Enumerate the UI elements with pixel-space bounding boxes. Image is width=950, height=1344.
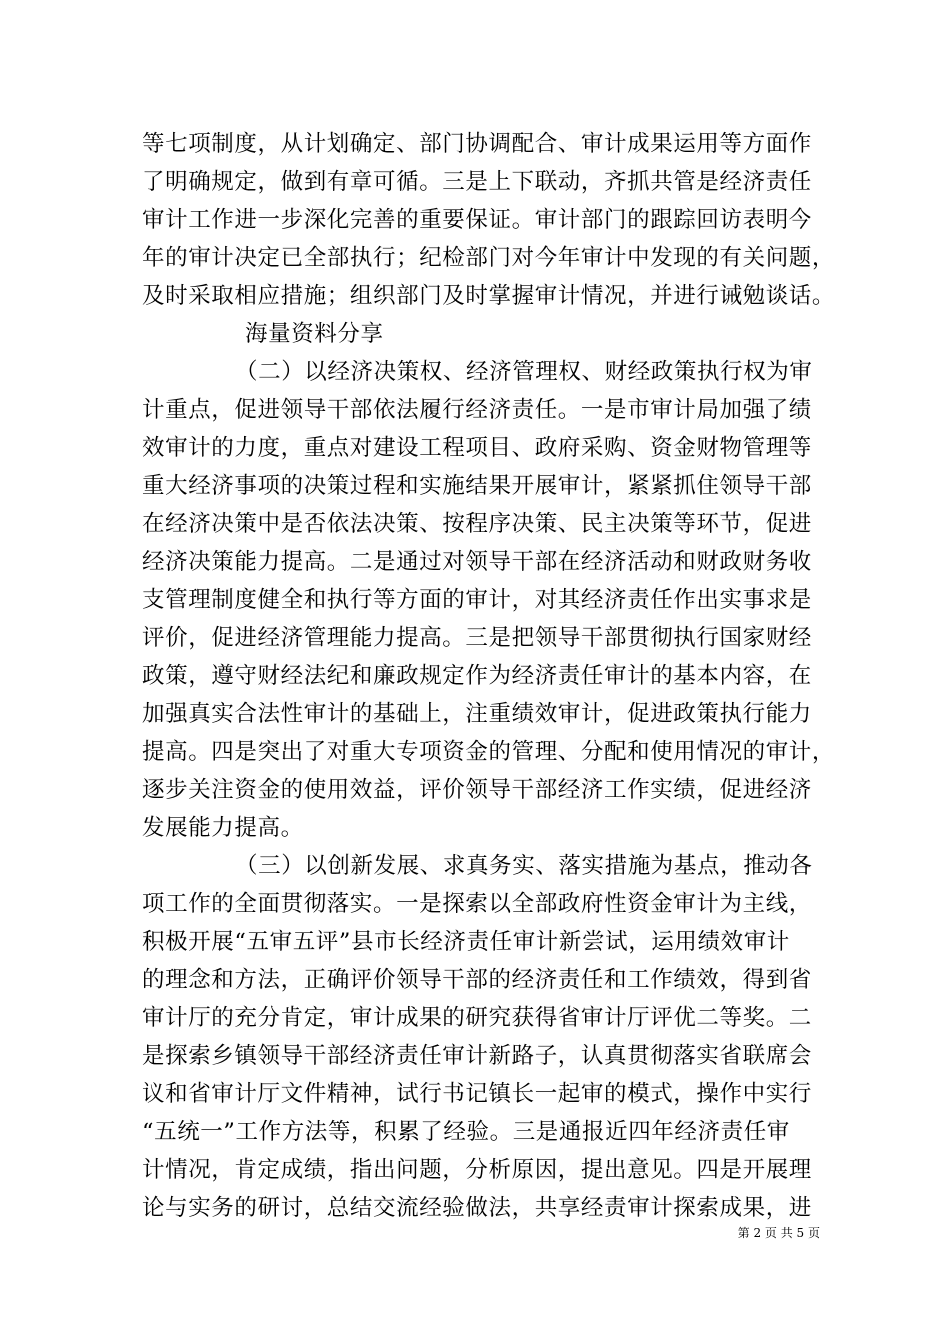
text-line: 审计工作进一步深化完善的重要保证。审计部门的跟踪回访表明今 bbox=[142, 207, 812, 233]
text-line: 重大经济事项的决策过程和实施结果开展审计，紧紧抓住领导干部 bbox=[142, 473, 812, 499]
text-line: 支管理制度健全和执行等方面的审计，对其经济责任作出实事求是 bbox=[142, 587, 812, 613]
text-line: 计情况，肯定成绩，指出问题，分析原因，提出意见。四是开展理 bbox=[142, 1157, 812, 1183]
text-line: 经济决策能力提高。二是通过对领导干部在经济活动和财政财务收 bbox=[142, 549, 812, 575]
text-line: 议和省审计厅文件精神，试行书记镇长一起审的模式，操作中实行 bbox=[142, 1081, 812, 1107]
text-line: 发展能力提高。 bbox=[142, 815, 304, 841]
text-line: 审计厅的充分肯定，审计成果的研究获得省审计厅评优二等奖。二 bbox=[142, 1005, 812, 1031]
text-line: 计重点，促进领导干部依法履行经济责任。一是市审计局加强了绩 bbox=[142, 397, 812, 423]
text-line: 逐步关注资金的使用效益，评价领导干部经济工作实绩，促进经济 bbox=[142, 777, 812, 803]
text-line: “五统一”工作方法等，积累了经验。三是通报近四年经济责任审 bbox=[142, 1119, 790, 1145]
text-line: 等七项制度，从计划确定、部门协调配合、审计成果运用等方面作 bbox=[142, 131, 812, 157]
text-line: 效审计的力度，重点对建设工程项目、政府采购、资金财物管理等 bbox=[142, 435, 812, 461]
text-line: 项工作的全面贯彻落实。一是探索以全部政府性资金审计为主线， bbox=[142, 891, 812, 917]
text-line: 论与实务的研讨，总结交流经验做法，共享经责审计探索成果，进 bbox=[142, 1195, 812, 1221]
paragraph-3-first-line: （三）以创新发展、求真务实、落实措施为基点，推动各 bbox=[235, 853, 813, 879]
text-line: 的理念和方法，正确评价领导干部的经济责任和工作绩效，得到省 bbox=[142, 967, 812, 993]
text-line: 在经济决策中是否依法决策、按程序决策、民主决策等环节，促进 bbox=[142, 511, 812, 537]
text-line: 政策，遵守财经法纪和廉政规定作为经济责任审计的基本内容，在 bbox=[142, 663, 812, 689]
page-number-footer: 第 2 页 共 5 页 bbox=[737, 1226, 820, 1240]
text-line: 评价，促进经济管理能力提高。三是把领导干部贯彻执行国家财经 bbox=[142, 625, 812, 651]
text-line: 及时采取相应措施；组织部门及时掌握审计情况，并进行诫勉谈话。 bbox=[142, 283, 836, 309]
text-line: 了明确规定，做到有章可循。三是上下联动，齐抓共管是经济责任 bbox=[142, 169, 812, 195]
text-line: 年的审计决定已全部执行；纪检部门对今年审计中发现的有关问题， bbox=[142, 245, 836, 271]
text-line: 是探索乡镇领导干部经济责任审计新路子，认真贯彻落实省联席会 bbox=[142, 1043, 812, 1069]
text-line: 积极开展“五审五评”县市长经济责任审计新尝试，运用绩效审计 bbox=[142, 929, 790, 955]
watermark-text: 海量资料分享 bbox=[245, 321, 384, 347]
paragraph-2-first-line: （二）以经济决策权、经济管理权、财经政策执行权为审 bbox=[235, 359, 813, 385]
text-line: 加强真实合法性审计的基础上，注重绩效审计，促进政策执行能力 bbox=[142, 701, 812, 727]
text-line: 提高。四是突出了对重大专项资金的管理、分配和使用情况的审计， bbox=[142, 739, 836, 765]
